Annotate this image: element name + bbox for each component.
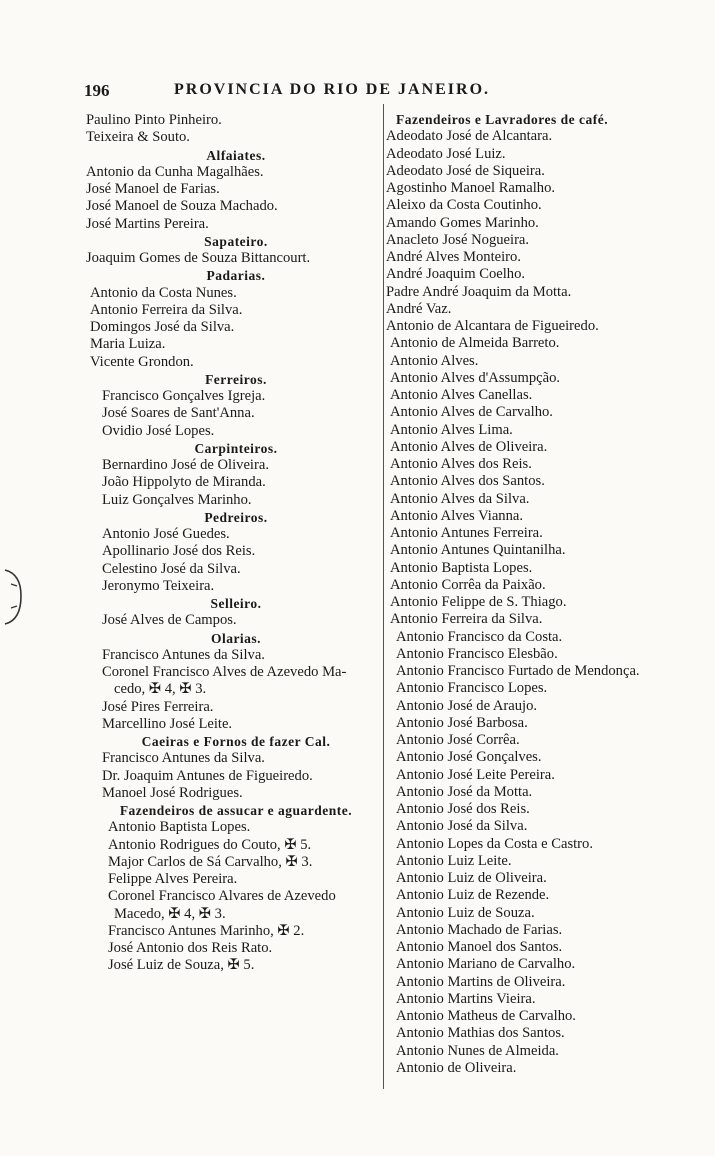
list-item: Antonio Baptista Lopes. <box>108 819 251 836</box>
list-item: Antonio José Corrêa. <box>396 732 520 748</box>
list-item: Coronel Francisco Alvares de Azevedo <box>108 888 336 905</box>
list-item: Antonio Alves. <box>390 352 479 369</box>
list-item: Ovidio José Lopes. <box>102 422 215 439</box>
list-item: Francisco Antunes Marinho, ✠ 2. <box>108 922 305 939</box>
list-item: Antonio Martins de Oliveira. <box>396 973 566 990</box>
section-heading: Padarias. <box>206 268 266 284</box>
list-item: Antonio José da Motta. <box>396 783 533 800</box>
list-item: Manoel José Rodrigues. <box>102 784 243 801</box>
list-item: Antonio José da Silva. <box>396 818 528 835</box>
section-heading: Sapateiro. <box>204 233 268 249</box>
list-item: Teixeira & Souto. <box>86 129 190 146</box>
list-item: Antonio Felippe de S. Thiago. <box>390 594 567 610</box>
list-item: Antonio José Gonçalves. <box>396 749 542 766</box>
list-item: Padre André Joaquim da Motta. <box>386 283 572 300</box>
list-item: Antonio Alves dos Santos. <box>390 473 545 490</box>
list-item: Maria Luiza. <box>90 336 166 353</box>
list-item: Antonio Francisco Furtado de Mendonça. <box>396 663 640 679</box>
list-item: Adeodato José Luiz. <box>386 145 506 162</box>
list-item: Antonio da Cunha Magalhães. <box>86 163 264 180</box>
list-item: José Antonio dos Reis Rato. <box>108 940 273 956</box>
list-item: Antonio de Oliveira. <box>396 1059 517 1076</box>
list-item: Antonio Luiz de Oliveira. <box>396 870 547 886</box>
list-item: Antonio Rodrigues do Couto, ✠ 5. <box>108 836 312 853</box>
list-item: Antonio Baptista Lopes. <box>390 559 533 576</box>
list-item: José Soares de Sant'Anna. <box>102 405 255 422</box>
list-item: Antonio Machado de Farias. <box>396 921 563 938</box>
section-heading: Alfaiates. <box>206 147 266 163</box>
list-item: José Alves de Campos. <box>102 612 237 629</box>
list-item: Antonio Nunes de Almeida. <box>396 1042 559 1059</box>
list-item: Antonio Luiz de Souza. <box>396 904 535 921</box>
list-item: Major Carlos de Sá Carvalho, ✠ 3. <box>108 853 313 870</box>
list-item: Dr. Joaquim Antunes de Figueiredo. <box>102 767 313 784</box>
list-item: Apollinario José dos Reis. <box>102 543 256 560</box>
list-item: Antonio Corrêa da Paixão. <box>390 576 546 593</box>
list-item: Aleixo da Costa Coutinho. <box>386 197 542 214</box>
list-item: Antonio José Guedes. <box>102 526 230 542</box>
list-item: Antonio José de Araujo. <box>396 697 538 714</box>
list-item: Antonio de Almeida Barreto. <box>390 335 560 352</box>
list-item: Felippe Alves Pereira. <box>108 871 238 887</box>
section-heading: Carpinteiros. <box>194 440 278 456</box>
list-item: Adeodato José de Alcantara. <box>386 128 553 145</box>
page-header <box>84 81 564 103</box>
list-item: Jeronymo Teixeira. <box>102 577 215 594</box>
page-number: 196 <box>84 81 110 100</box>
list-item: Francisco Gonçalves Igreja. <box>102 388 266 404</box>
list-item: Antonio José Leite Pereira. <box>396 766 555 783</box>
list-item: André Joaquim Coelho. <box>386 266 526 283</box>
list-item: Vicente Grondon. <box>90 353 194 370</box>
list-item: Antonio José Barbosa. <box>396 714 528 731</box>
column-divider <box>383 104 384 1089</box>
list-item: Antonio Matheus de Carvalho. <box>396 1008 576 1024</box>
section-heading: Fazendeiros e Lavradores de café. <box>396 112 609 127</box>
list-item: André Alves Monteiro. <box>386 249 521 265</box>
list-item: Adeodato José de Siqueira. <box>386 162 545 179</box>
list-item: Antonio Francisco da Costa. <box>396 628 563 645</box>
list-item: Antonio Alves Canellas. <box>390 387 533 403</box>
list-item: Domingos José da Silva. <box>90 319 235 335</box>
list-item: Antonio Mathias dos Santos. <box>396 1025 565 1042</box>
list-item: Antonio Alves d'Assumpção. <box>390 369 561 386</box>
list-item: Antonio da Costa Nunes. <box>90 284 237 301</box>
list-item: Antonio Francisco Elesbão. <box>396 645 558 662</box>
list-item: José Manoel de Farias. <box>86 181 220 197</box>
left-column <box>86 112 386 975</box>
running-title: PROVINCIA DO RIO DE JANEIRO. <box>174 81 491 98</box>
list-item: Antonio Manoel dos Santos. <box>396 939 563 955</box>
list-item: Antonio Antunes Quintanilha. <box>390 542 566 559</box>
list-item-continuation: cedo, ✠ 4, ✠ 3. <box>114 681 207 698</box>
list-item: Francisco Antunes da Silva. <box>102 646 265 663</box>
list-item: Amando Gomes Marinho. <box>386 214 539 231</box>
list-item: Antonio Francisco Lopes. <box>396 680 548 697</box>
list-item: Antonio Alves dos Reis. <box>390 456 532 472</box>
list-item: Antonio Ferreira da Silva. <box>390 611 543 628</box>
list-item: Antonio Ferreira da Silva. <box>90 301 243 318</box>
list-item: Antonio Alves da Silva. <box>390 490 530 507</box>
list-item: Antonio Alves Lima. <box>390 421 513 438</box>
list-item: Luiz Gonçalves Marinho. <box>102 491 252 508</box>
list-item: Antonio Martins Vieira. <box>396 990 536 1007</box>
section-heading: Pedreiros. <box>204 509 268 525</box>
section-heading: Fazendeiros de assucar e aguardente. <box>119 803 353 818</box>
list-item: Antonio Lopes da Costa e Castro. <box>396 835 593 852</box>
list-item: João Hippolyto de Miranda. <box>102 474 266 491</box>
list-item: Antonio Luiz de Rezende. <box>396 887 550 904</box>
list-item: Antonio José dos Reis. <box>396 801 530 817</box>
section-heading: Olarias. <box>210 630 262 646</box>
list-item: Coronel Francisco Alves de Azevedo Ma- <box>102 664 347 680</box>
list-item: Antonio de Alcantara de Figueiredo. <box>386 318 599 334</box>
list-item: José Martins Pereira. <box>86 215 209 232</box>
list-item: Francisco Antunes da Silva. <box>102 750 265 767</box>
list-item: Paulino Pinto Pinheiro. <box>86 112 222 128</box>
list-item: Celestino José da Silva. <box>102 560 241 577</box>
list-item: Agostinho Manoel Ramalho. <box>386 180 556 196</box>
list-item: Antonio Alves de Carvalho. <box>390 404 553 421</box>
section-heading: Caeiras e Fornos de fazer Cal. <box>141 734 331 749</box>
list-item: Antonio Alves de Oliveira. <box>390 438 548 455</box>
list-item: Antonio Antunes Ferreira. <box>390 525 543 541</box>
list-item: José Pires Ferreira. <box>102 698 214 715</box>
right-column <box>386 111 696 1077</box>
list-item: Marcellino José Leite. <box>102 715 233 732</box>
list-item: André Vaz. <box>386 300 452 317</box>
section-heading: Ferreiros. <box>205 371 267 387</box>
list-item: José Manoel de Souza Machado. <box>86 198 278 215</box>
list-item: Joaquim Gomes de Souza Bittancourt. <box>86 250 311 266</box>
list-item: Anacleto José Nogueira. <box>386 231 530 248</box>
list-item: Antonio Mariano de Carvalho. <box>396 956 576 973</box>
section-heading: Selleiro. <box>210 596 262 611</box>
list-item-continuation: Macedo, ✠ 4, ✠ 3. <box>114 905 226 922</box>
list-item: Antonio Luiz Leite. <box>396 852 512 869</box>
margin-bracket-mark <box>3 566 25 628</box>
list-item: Antonio Alves Vianna. <box>390 507 524 524</box>
list-item: Bernardino José de Oliveira. <box>102 457 269 473</box>
list-item: José Luiz de Souza, ✠ 5. <box>108 957 255 974</box>
